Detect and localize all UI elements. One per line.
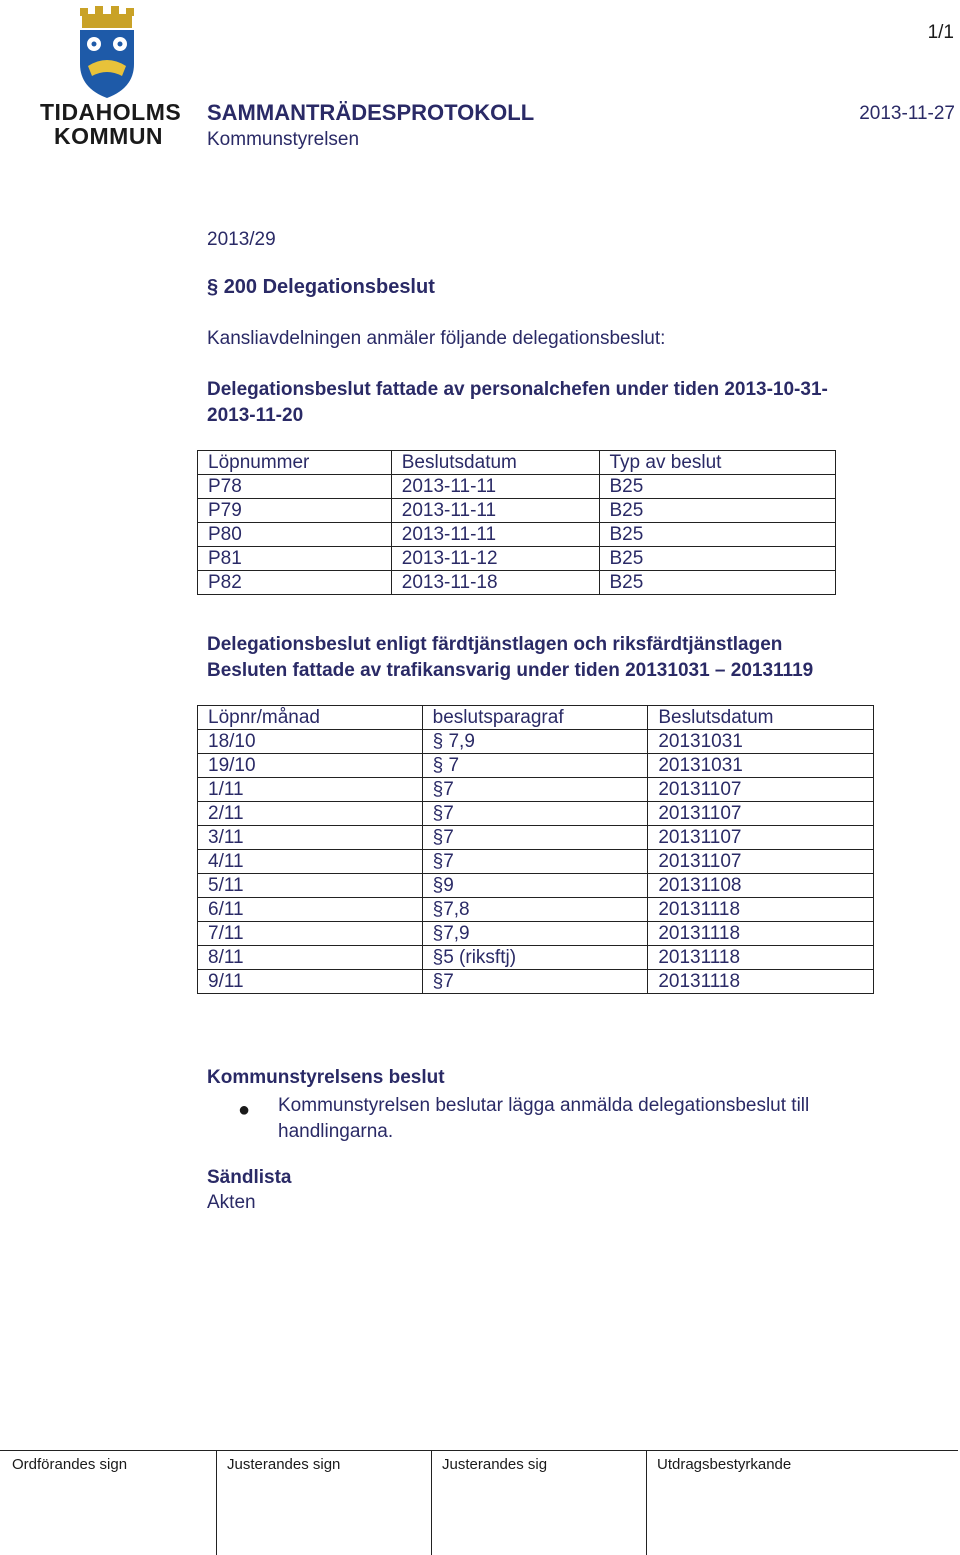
table-cell: P78 bbox=[198, 475, 392, 499]
table-cell: 3/11 bbox=[198, 826, 423, 850]
column-header: Löpnr/månad bbox=[198, 706, 423, 730]
table-cell: 20131108 bbox=[648, 874, 874, 898]
table-cell: 20131118 bbox=[648, 898, 874, 922]
table-cell: 2/11 bbox=[198, 802, 423, 826]
decision-text-line1: Kommunstyrelsen beslutar lägga anmälda delegationsbeslut till bbox=[278, 1095, 810, 1116]
page-number: 1/1 bbox=[927, 22, 954, 43]
logo-wordmark bbox=[40, 100, 181, 148]
chair-signature-label: Ordförandes sign bbox=[12, 1456, 128, 1473]
section-symbol: § bbox=[207, 276, 219, 298]
table-cell: 19/10 bbox=[198, 754, 423, 778]
table-cell: B25 bbox=[599, 523, 836, 547]
table-cell: 18/10 bbox=[198, 730, 423, 754]
logo-text-line1: TIDAHOLMS bbox=[40, 99, 182, 125]
table-cell: 20131118 bbox=[648, 970, 874, 994]
table-cell: §7 bbox=[422, 826, 648, 850]
adjuster-signature-cell-2 bbox=[431, 1451, 646, 1555]
adjuster-signature-label-1: Justerandes sign bbox=[227, 1456, 341, 1473]
distribution-item: Akten bbox=[207, 1192, 256, 1213]
table-cell: P81 bbox=[198, 547, 392, 571]
table-row bbox=[198, 898, 874, 922]
table-row bbox=[198, 922, 874, 946]
table-cell: 1/11 bbox=[198, 778, 423, 802]
heading-text: 200 Delegationsbeslut bbox=[223, 276, 435, 298]
decision-text-line2: handlingarna. bbox=[278, 1121, 394, 1142]
table-cell: B25 bbox=[599, 475, 836, 499]
document-title: SAMMANTRÄDESPROTOKOLL bbox=[207, 100, 535, 125]
section1-title-line1: Delegationsbeslut fattade av personalchefen under tiden 2013-10-31- bbox=[207, 379, 828, 400]
table-cell: 8/11 bbox=[198, 946, 423, 970]
extract-certification-label: Utdragsbestyrkande bbox=[657, 1456, 792, 1473]
column-header: beslutsparagraf bbox=[422, 706, 648, 730]
paragraph-heading bbox=[207, 276, 435, 299]
table-cell: § 7 bbox=[422, 754, 648, 778]
document-subtitle: Kommunstyrelsen bbox=[207, 129, 360, 150]
adjuster-signature-label-2: Justerandes sig bbox=[442, 1456, 548, 1473]
decision-heading: Kommunstyrelsens beslut bbox=[207, 1067, 445, 1088]
column-header: Beslutsdatum bbox=[648, 706, 874, 730]
table-cell: B25 bbox=[599, 571, 836, 595]
table-row bbox=[198, 730, 874, 754]
table-cell: 2013-11-11 bbox=[391, 523, 599, 547]
table-row bbox=[198, 826, 874, 850]
extract-certification-cell bbox=[646, 1451, 958, 1555]
table-cell: §7,8 bbox=[422, 898, 648, 922]
case-number: 2013/29 bbox=[207, 229, 276, 250]
table-cell: P82 bbox=[198, 571, 392, 595]
section1-title-line2: 2013-11-20 bbox=[207, 405, 304, 426]
table-row bbox=[198, 571, 836, 595]
section2-title-line2: Besluten fattade av trafikansvarig under tiden 20131031 – 20131119 bbox=[207, 660, 814, 681]
table-row bbox=[198, 475, 836, 499]
table-cell: § 7,9 bbox=[422, 730, 648, 754]
table-row bbox=[198, 523, 836, 547]
table-cell: 20131107 bbox=[648, 802, 874, 826]
table-cell: 20131118 bbox=[648, 922, 874, 946]
table-row bbox=[198, 778, 874, 802]
table-cell: 20131107 bbox=[648, 850, 874, 874]
table-cell: 20131031 bbox=[648, 730, 874, 754]
table-cell: 2013-11-12 bbox=[391, 547, 599, 571]
table-row bbox=[198, 547, 836, 571]
chair-signature-cell bbox=[0, 1451, 216, 1555]
table-row bbox=[198, 754, 874, 778]
table-cell: 2013-11-18 bbox=[391, 571, 599, 595]
table-cell: 5/11 bbox=[198, 874, 423, 898]
table-cell: 2013-11-11 bbox=[391, 475, 599, 499]
table-cell: 7/11 bbox=[198, 922, 423, 946]
column-header: Beslutsdatum bbox=[391, 451, 599, 475]
table-cell: §7,9 bbox=[422, 922, 648, 946]
table-cell: 2013-11-11 bbox=[391, 499, 599, 523]
table-row bbox=[198, 499, 836, 523]
column-header: Typ av beslut bbox=[599, 451, 836, 475]
logo-text-line2: KOMMUN bbox=[54, 123, 164, 149]
table-cell: 6/11 bbox=[198, 898, 423, 922]
table-cell: §7 bbox=[422, 778, 648, 802]
signature-footer bbox=[0, 1450, 958, 1555]
table-cell: §7 bbox=[422, 850, 648, 874]
transport-header-row bbox=[198, 706, 874, 730]
adjuster-signature-cell-1 bbox=[216, 1451, 431, 1555]
table-cell: §7 bbox=[422, 970, 648, 994]
table-cell: 20131107 bbox=[648, 778, 874, 802]
section1-title bbox=[207, 377, 828, 429]
section2-title-line1: Delegationsbeslut enligt färdtjänstlagen och riksfärdtjänstlagen bbox=[207, 634, 783, 655]
table-row bbox=[198, 850, 874, 874]
table-row bbox=[198, 874, 874, 898]
table-cell: 20131107 bbox=[648, 826, 874, 850]
coat-of-arms-icon bbox=[36, 6, 178, 106]
table-cell: B25 bbox=[599, 547, 836, 571]
intro-text: Kansliavdelningen anmäler följande delegationsbeslut: bbox=[207, 328, 666, 349]
distribution-heading: Sändlista bbox=[207, 1167, 292, 1188]
column-header: Löpnummer bbox=[198, 451, 392, 475]
transport-decisions-table bbox=[197, 705, 874, 994]
document-date: 2013-11-27 bbox=[859, 103, 955, 124]
table-cell: 20131118 bbox=[648, 946, 874, 970]
table-row bbox=[198, 802, 874, 826]
personnel-decisions-table bbox=[197, 450, 836, 595]
table-cell: P80 bbox=[198, 523, 392, 547]
table-cell: 9/11 bbox=[198, 970, 423, 994]
personnel-header-row bbox=[198, 451, 836, 475]
section2-title bbox=[207, 632, 813, 684]
table-row bbox=[198, 946, 874, 970]
bullet-icon: ● bbox=[238, 1099, 251, 1121]
table-cell: P79 bbox=[198, 499, 392, 523]
decision-text bbox=[278, 1093, 809, 1145]
table-cell: §5 (riksftj) bbox=[422, 946, 648, 970]
table-cell: §9 bbox=[422, 874, 648, 898]
table-cell: §7 bbox=[422, 802, 648, 826]
table-cell: 20131031 bbox=[648, 754, 874, 778]
table-cell: B25 bbox=[599, 499, 836, 523]
table-cell: 4/11 bbox=[198, 850, 423, 874]
table-row bbox=[198, 970, 874, 994]
